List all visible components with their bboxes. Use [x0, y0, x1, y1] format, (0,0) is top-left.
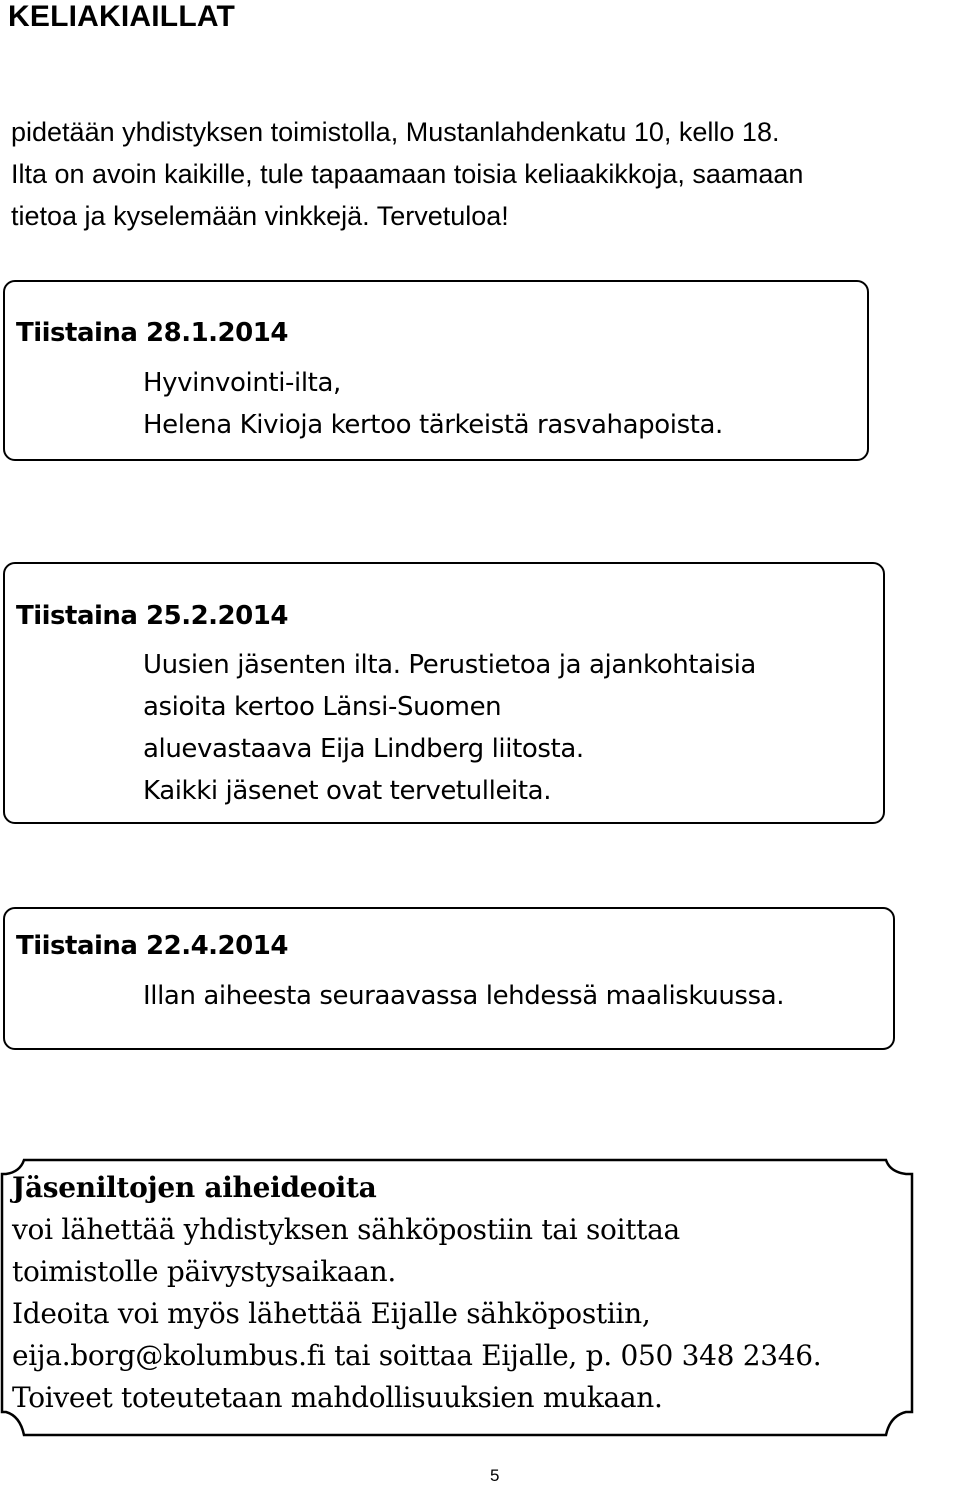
event-line: Helena Kivioja kertoo tärkeistä rasvahapoista.: [143, 410, 723, 440]
event-date: Tiistaina 22.4.2014: [16, 931, 288, 961]
ideas-section: [12, 1167, 912, 1419]
page-title: KELIAKIAILLAT: [8, 0, 236, 33]
ideas-title: Jäseniltojen aiheideoita: [12, 1171, 377, 1204]
event-date: Tiistaina 28.1.2014: [16, 318, 288, 348]
event-box-april: [3, 907, 895, 1050]
event-box-january: [3, 280, 869, 461]
event-line: Kaikki jäsenet ovat tervetulleita.: [143, 776, 552, 806]
intro-line: Ilta on avoin kaikille, tule tapaamaan toisia keliaakikkoja, saamaan: [11, 159, 804, 189]
intro-line: pidetään yhdistyksen toimistolla, Mustanlahdenkatu 10, kello 18.: [11, 117, 780, 147]
page-number: 5: [490, 1466, 500, 1485]
event-line: Hyvinvointi-ilta,: [143, 368, 341, 398]
ideas-line: eija.borg@kolumbus.fi tai soittaa Eijalle, p. 050 348 2346.: [12, 1339, 822, 1372]
intro-text: [11, 111, 956, 237]
event-line: aluevastaava Eija Lindberg liitosta.: [143, 734, 584, 764]
ideas-line: Ideoita voi myös lähettää Eijalle sähköpostiin,: [12, 1297, 651, 1330]
ideas-line: voi lähettää yhdistyksen sähköpostiin tai soittaa: [12, 1213, 680, 1246]
event-line: Illan aiheesta seuraavassa lehdessä maaliskuussa.: [143, 981, 785, 1011]
intro-line: tietoa ja kyselemään vinkkejä. Tervetuloa!: [11, 201, 509, 231]
event-description: [143, 975, 784, 1017]
event-line: asioita kertoo Länsi-Suomen: [143, 692, 502, 722]
event-box-february: [3, 562, 885, 824]
event-description: [143, 644, 756, 812]
event-date: Tiistaina 25.2.2014: [16, 601, 288, 631]
ideas-line: toimistolle päivystysaikaan.: [12, 1255, 396, 1288]
ideas-line: Toiveet toteutetaan mahdollisuuksien mukaan.: [12, 1381, 663, 1414]
event-line: Uusien jäsenten ilta. Perustietoa ja ajankohtaisia: [143, 650, 756, 680]
event-description: [143, 362, 723, 446]
